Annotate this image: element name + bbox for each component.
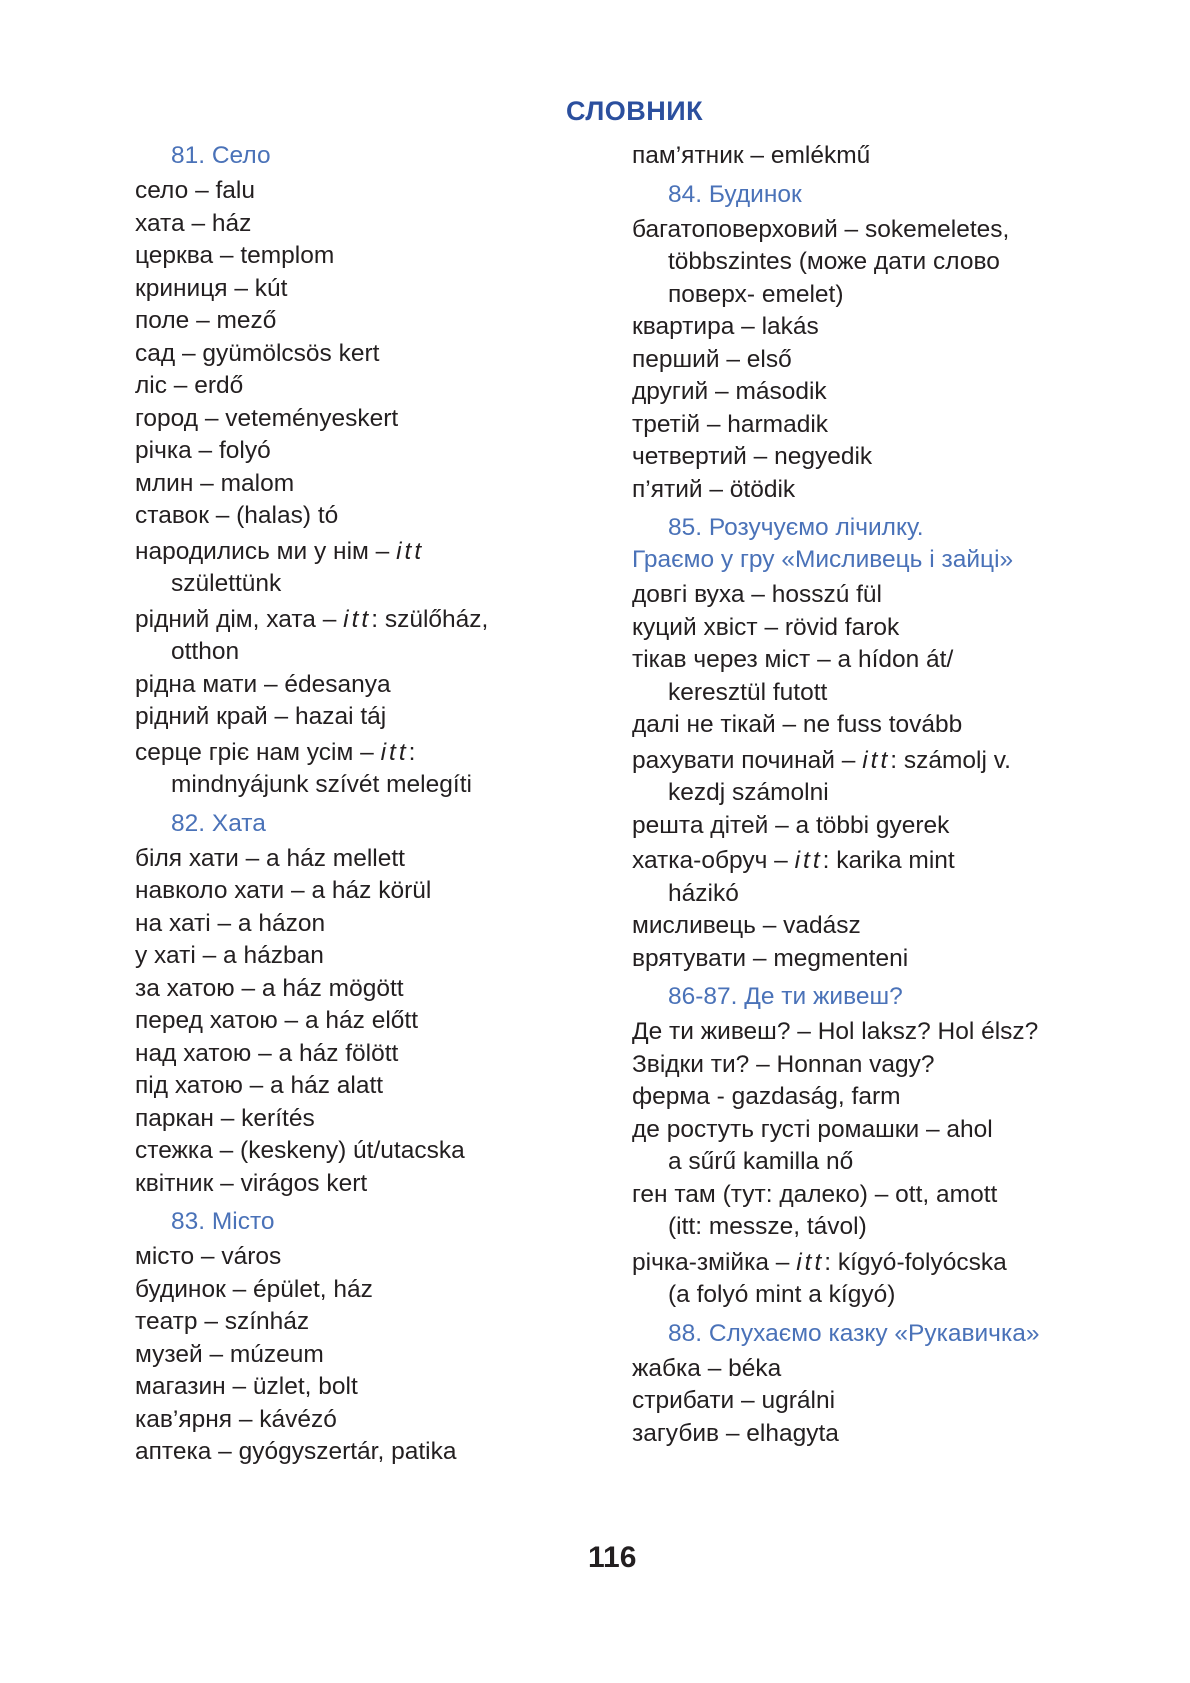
- right-column: [632, 140, 1152, 1450]
- entry-line: сад – gyümölcsös kert: [135, 339, 380, 367]
- entry-line: врятувати – megmenteni: [632, 944, 909, 972]
- dictionary-entry: [135, 305, 605, 338]
- page-title: СЛОВНИК: [566, 96, 704, 126]
- entry-line: п’ятий – ötödik: [632, 475, 796, 503]
- left-column: [135, 140, 605, 1469]
- entry-continuation-line: házikó: [668, 879, 739, 907]
- dictionary-entry: [135, 1005, 605, 1038]
- entry-line: мисливець – vadász: [632, 912, 861, 939]
- entry-line: Де ти живеш? – Hol laksz? Hol élsz?: [632, 1018, 1039, 1045]
- entry-line: місто – város: [135, 1243, 282, 1270]
- itt-marker: itt: [794, 847, 823, 874]
- dictionary-entry: [135, 1241, 605, 1274]
- entry-line: під хатою – a ház alatt: [135, 1072, 384, 1099]
- dictionary-entry: [135, 536, 605, 601]
- dictionary-entry: [135, 701, 605, 734]
- dictionary-entry: [632, 214, 1152, 312]
- dictionary-entry: [632, 1081, 1152, 1114]
- entry-line: ферма - gazdaság, farm: [632, 1083, 901, 1110]
- dictionary-entry: [632, 1418, 1152, 1451]
- entry-line: серце гріє нам усім – itt:: [135, 738, 416, 766]
- section-heading-line: 86-87. Де ти живеш?: [668, 983, 903, 1010]
- entry-line: криниця – kút: [135, 274, 288, 302]
- dictionary-entry: [632, 1049, 1152, 1082]
- entry-continuation-line: születtünk: [171, 570, 282, 597]
- dictionary-entry: [135, 669, 605, 702]
- entry-line: третій – harmadik: [632, 410, 829, 438]
- dictionary-entry: [632, 1385, 1152, 1418]
- entry-line: загубив – elhagyta: [632, 1419, 839, 1447]
- entry-line: будинок – épület, ház: [135, 1275, 373, 1303]
- entry-line: над хатою – a ház fölött: [135, 1039, 399, 1067]
- entry-line: жабка – béka: [632, 1354, 782, 1382]
- section-heading: [632, 512, 1152, 576]
- entry-line: рідний дім, хата – itt: szülőház,: [135, 605, 489, 633]
- dictionary-entry: [632, 474, 1152, 507]
- section-heading: [632, 981, 1152, 1013]
- dictionary-entry: [135, 1038, 605, 1071]
- entry-continuation-line: a sűrű kamilla nő: [668, 1148, 854, 1175]
- dictionary-entry: [135, 338, 605, 371]
- dictionary-entry: [632, 1114, 1152, 1179]
- section-heading: [135, 808, 605, 840]
- entry-line: де ростуть густі ромашки – ahol: [632, 1115, 993, 1143]
- dictionary-entry: [135, 908, 605, 941]
- entry-line: театр – színház: [135, 1308, 310, 1335]
- dictionary-entry: [135, 1436, 605, 1469]
- dictionary-entry: [135, 1168, 605, 1201]
- section-heading: [135, 140, 605, 172]
- entry-line: музей – múzeum: [135, 1340, 324, 1368]
- dictionary-entry: [135, 604, 605, 669]
- entry-line: рідний край – hazai táj: [135, 703, 387, 730]
- entry-continuation-line: (itt: messze, távol): [668, 1213, 867, 1240]
- entry-line: квартира – lakás: [632, 313, 819, 340]
- dictionary-entry: [135, 1274, 605, 1307]
- entry-line: кав’ярня – kávézó: [135, 1405, 337, 1433]
- dictionary-entry: [135, 370, 605, 403]
- dictionary-entry: [632, 579, 1152, 612]
- entry-line: на хаті – a házon: [135, 909, 326, 937]
- entry-line: річка-змійка – itt: kígyó-folyócska: [632, 1248, 1007, 1276]
- dictionary-entry: [632, 709, 1152, 742]
- dictionary-entry: [135, 1135, 605, 1168]
- entry-line: річка – folyó: [135, 437, 271, 464]
- entry-line: у хаті – a házban: [135, 942, 324, 969]
- entry-line: церква – templom: [135, 242, 335, 269]
- entry-line: квітник – virágos kert: [135, 1169, 368, 1197]
- itt-marker: itt: [796, 1248, 825, 1276]
- section-heading-line: 81. Село: [171, 142, 271, 169]
- dictionary-entry: [135, 843, 605, 876]
- entry-continuation-line: többszintes (може дати слово: [668, 248, 1000, 275]
- section-heading: [135, 1206, 605, 1238]
- dictionary-entry: [135, 403, 605, 436]
- dictionary-entry: [632, 140, 1152, 173]
- section-heading-line: 84. Будинок: [668, 180, 802, 208]
- dictionary-entry: [135, 973, 605, 1006]
- dictionary-entry: [632, 943, 1152, 976]
- entry-line: хата – ház: [135, 209, 252, 237]
- dictionary-entry: [632, 810, 1152, 843]
- entry-continuation-line: keresztül futott: [668, 678, 828, 706]
- entry-line: довгі вуха – hosszú fül: [632, 581, 883, 608]
- dictionary-entry: [135, 175, 605, 208]
- dictionary-entry: [632, 845, 1152, 910]
- entry-line: поле – mező: [135, 307, 277, 334]
- entry-line: за хатою – a ház mögött: [135, 974, 404, 1002]
- entry-line: куций хвіст – rövid farok: [632, 613, 900, 641]
- itt-marker: itt: [862, 746, 891, 774]
- section-heading-line: 83. Місто: [171, 1208, 275, 1235]
- dictionary-entry: [135, 273, 605, 306]
- itt-marker: itt: [343, 605, 372, 633]
- entry-line: ставок – (halas) tó: [135, 502, 339, 529]
- dictionary-entry: [135, 940, 605, 973]
- entry-line: Звідки ти? – Honnan vagy?: [632, 1050, 935, 1078]
- entry-line: решта дітей – a többi gyerek: [632, 811, 950, 839]
- dictionary-entry: [135, 1103, 605, 1136]
- entry-line: пам’ятник – emlékmű: [632, 142, 871, 169]
- dictionary-entry: [632, 441, 1152, 474]
- entry-line: аптека – gyógyszertár, patika: [135, 1438, 457, 1465]
- dictionary-entry: [632, 344, 1152, 377]
- dictionary-entry: [135, 1070, 605, 1103]
- entry-line: перед хатою – a ház előtt: [135, 1007, 419, 1034]
- dictionary-entry: [632, 311, 1152, 344]
- section-heading-line: Граємо у гру «Мисливець і зайці»: [632, 546, 1014, 573]
- entry-continuation-line: otthon: [171, 638, 240, 665]
- entry-line: ліс – erdő: [135, 372, 244, 399]
- dictionary-entry: [135, 875, 605, 908]
- dictionary-entry: [632, 745, 1152, 810]
- entry-line: млин – malom: [135, 469, 295, 497]
- dictionary-entry: [632, 644, 1152, 709]
- entry-line: тікав через міст – a hídon át/: [632, 646, 954, 673]
- dictionary-entry: [632, 612, 1152, 645]
- dictionary-entry: [135, 1404, 605, 1437]
- entry-line: перший – első: [632, 345, 792, 373]
- entry-line: хатка-обруч – itt: karika mint: [632, 847, 955, 874]
- entry-continuation-line: (a folyó mint a kígyó): [668, 1281, 896, 1308]
- section-heading-line: 88. Слухаємо казку «Рукавичка»: [668, 1319, 1040, 1347]
- dictionary-entry: [135, 208, 605, 241]
- entry-line: народились ми у нім – itt: [135, 537, 425, 565]
- section-heading-line: 85. Розучуємо лічилку.: [668, 514, 924, 541]
- entry-line: магазин – üzlet, bolt: [135, 1373, 358, 1400]
- entry-line: город – veteményeskert: [135, 404, 399, 432]
- entry-line: ген там (тут: далеко) – ott, amott: [632, 1180, 998, 1208]
- dictionary-entry: [632, 409, 1152, 442]
- entry-continuation-line: поверх- emelet): [668, 280, 844, 308]
- entry-line: біля хати – a ház mellett: [135, 844, 405, 872]
- dictionary-entry: [632, 1016, 1152, 1049]
- itt-marker: itt: [396, 537, 425, 565]
- entry-line: рахувати починай – itt: számolj v.: [632, 746, 1011, 774]
- page-number: 116: [588, 1541, 637, 1574]
- entry-line: навколо хати – a ház körül: [135, 877, 432, 904]
- dictionary-entry: [632, 1247, 1152, 1312]
- entry-continuation-line: kezdj számolni: [668, 779, 829, 806]
- dictionary-entry: [135, 435, 605, 468]
- entry-line: стрибати – ugrálni: [632, 1387, 836, 1414]
- dictionary-entry: [135, 468, 605, 501]
- entry-line: паркан – kerítés: [135, 1104, 315, 1132]
- entry-line: другий – második: [632, 378, 827, 405]
- dictionary-entry: [135, 1339, 605, 1372]
- dictionary-entry: [632, 1179, 1152, 1244]
- dictionary-entry: [135, 1306, 605, 1339]
- dictionary-entry: [135, 737, 605, 802]
- dictionary-entry: [632, 1353, 1152, 1386]
- dictionary-entry: [135, 1371, 605, 1404]
- dictionary-entry: [632, 376, 1152, 409]
- section-heading: [632, 179, 1152, 211]
- entry-line: село – falu: [135, 177, 255, 204]
- entry-line: далі не тікай – ne fuss tovább: [632, 711, 963, 738]
- section-heading-line: 82. Хата: [171, 809, 266, 837]
- entry-line: стежка – (keskeny) út/utacska: [135, 1137, 465, 1164]
- dictionary-entry: [632, 910, 1152, 943]
- dictionary-entry: [135, 500, 605, 533]
- section-heading: [632, 1318, 1152, 1350]
- dictionary-entry: [135, 240, 605, 273]
- entry-line: багатоповерховий – sokemeletes,: [632, 215, 1010, 243]
- entry-line: четвертий – negyedik: [632, 443, 873, 470]
- itt-marker: itt: [380, 738, 409, 766]
- entry-line: рідна мати – édesanya: [135, 670, 391, 698]
- entry-continuation-line: mindnyájunk szívét melegíti: [171, 771, 472, 798]
